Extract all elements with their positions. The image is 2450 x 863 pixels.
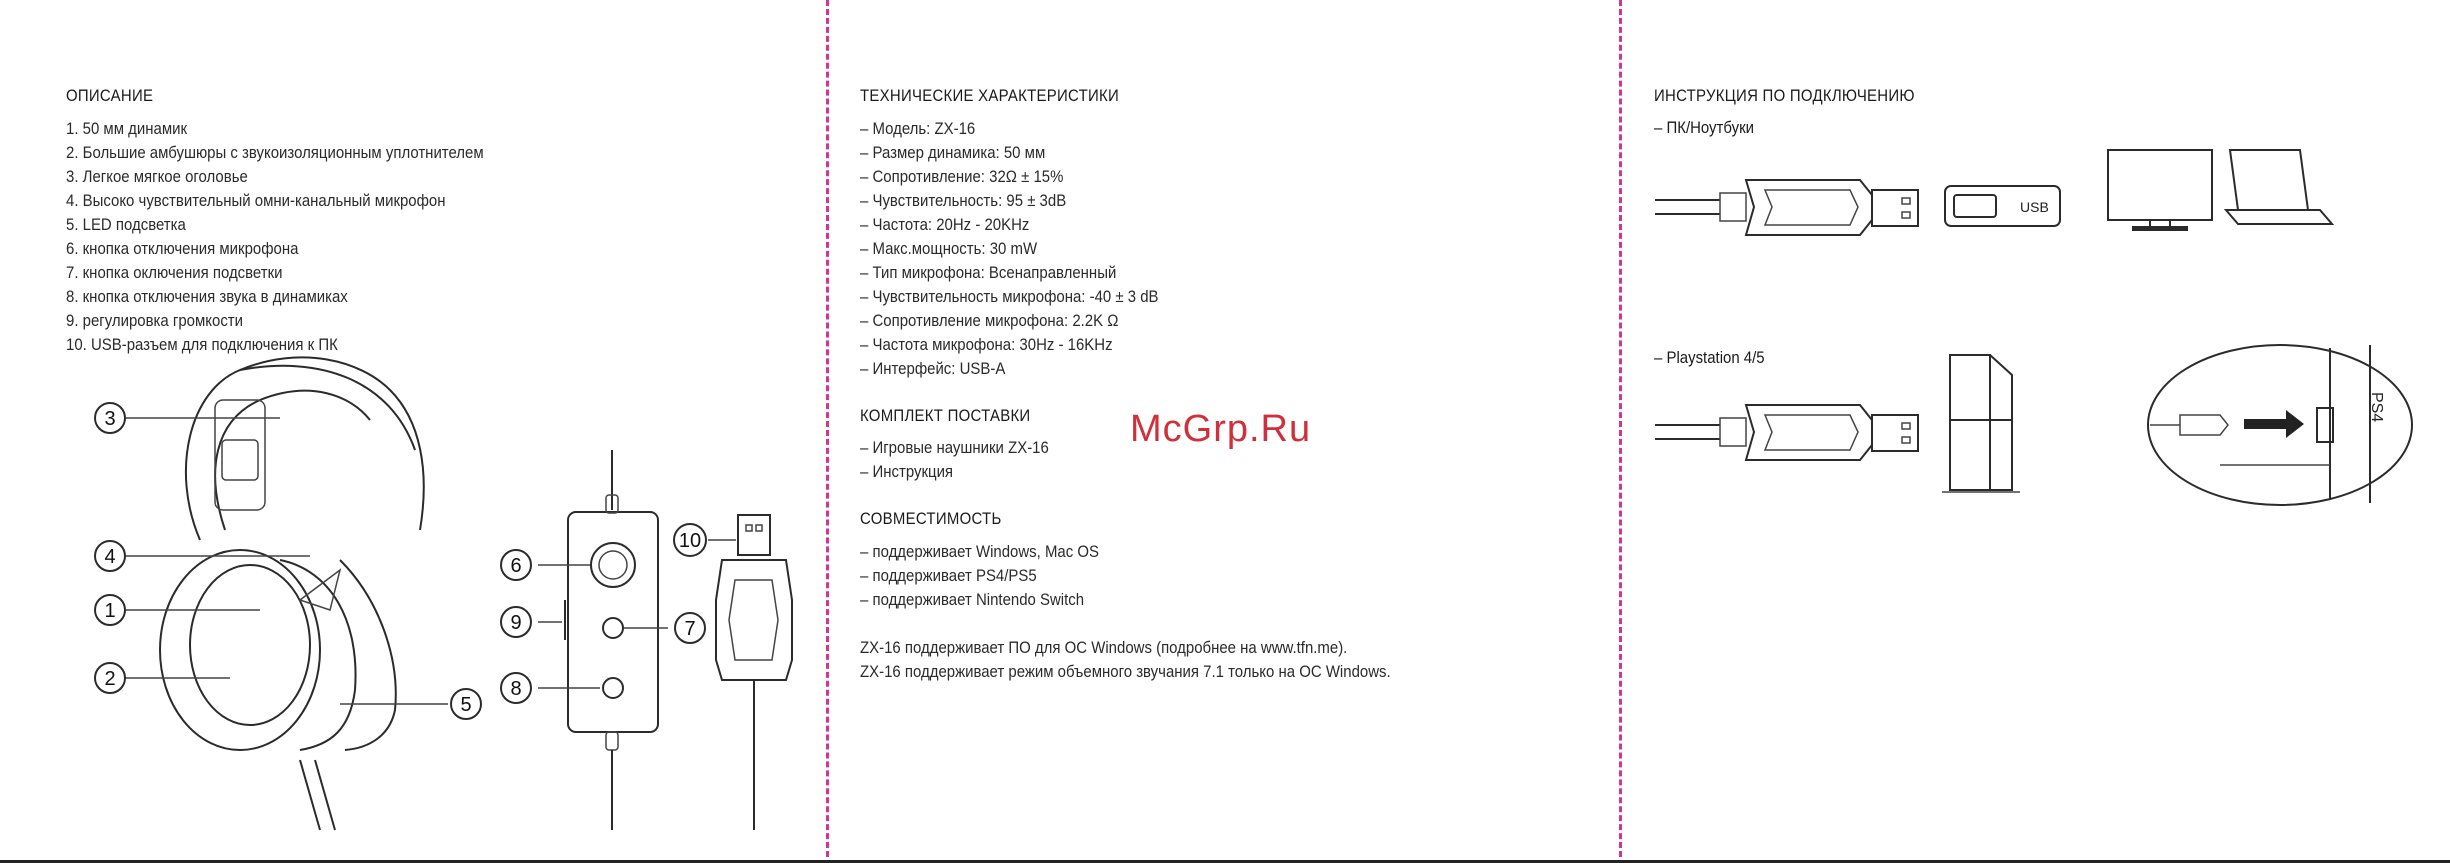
list-item: – поддерживает PS4/PS5 [860, 566, 1037, 585]
list-item: – Игровые наушники ZX-16 [860, 438, 1049, 457]
compat-list [860, 540, 1132, 612]
earcup-illustration [160, 550, 396, 830]
watermark: McGrp.Ru [1130, 408, 1312, 450]
svg-text:4: 4 [104, 546, 116, 568]
list-item: 3. Легкое мягкое оголовье [66, 167, 248, 186]
callout-2 [95, 663, 125, 693]
ps4-label: PS4 [2368, 392, 2385, 423]
callout-6 [501, 550, 531, 580]
laptop-icon [2226, 150, 2332, 224]
connection-diagram [1620, 0, 2450, 863]
inline-remote-illustration [565, 450, 658, 830]
svg-text:10: 10 [678, 530, 702, 552]
list-item: – Сопротивление: 32Ω ± 15% [860, 167, 1064, 186]
monitor-icon [2108, 150, 2212, 231]
description-heading: ОПИСАНИЕ [66, 86, 154, 105]
compat-heading: СОВМЕСТИМОСТЬ [860, 509, 1002, 528]
svg-text:3: 3 [104, 408, 116, 430]
list-item: – Интерфейс: USB-A [860, 359, 1006, 378]
list-item: – Тип микрофона: Всенаправленный [860, 263, 1117, 282]
list-item: 5. LED подсветка [66, 215, 186, 234]
list-item: – Модель: ZX-16 [860, 119, 976, 138]
headset-diagram [0, 0, 826, 863]
playstation-section-label: – Playstation 4/5 [1654, 348, 1765, 367]
compat-note-software: ZX-16 поддерживает ПО для ОС Windows (подробнее на www.tfn.me). [860, 638, 1348, 657]
fold-line-1 [826, 0, 829, 857]
list-item: 9. регулировка громкости [66, 311, 244, 330]
svg-text:6: 6 [510, 555, 522, 577]
specs-list [860, 117, 1199, 381]
connection-heading: ИНСТРУКЦИЯ ПО ПОДКЛЮЧЕНИЮ [1654, 86, 1915, 105]
headband-illustration [186, 357, 424, 540]
svg-text:8: 8 [510, 678, 522, 700]
callout-7 [675, 613, 705, 643]
list-item: 1. 50 мм динамик [66, 119, 188, 138]
svg-text:9: 9 [510, 612, 522, 634]
pc-usb-cable-illustration [1655, 180, 1918, 235]
callout-1 [95, 595, 125, 625]
package-list [860, 436, 1075, 484]
ps4-port-zoom-illustration [2148, 345, 2412, 505]
list-item: – поддерживает Windows, Mac OS [860, 542, 1100, 561]
svg-text:2: 2 [104, 668, 116, 690]
list-item: – Частота: 20Hz - 20KHz [860, 215, 1030, 234]
callout-5 [451, 689, 481, 719]
callout-3 [95, 403, 125, 433]
list-item: 10. USB-разъем для подключения к ПК [66, 335, 338, 354]
list-item: – Чувствительность микрофона: -40 ± 3 dB [860, 287, 1159, 306]
list-item: – Чувствительность: 95 ± 3dB [860, 191, 1067, 210]
ps4-console-icon [1942, 355, 2020, 492]
list-item: – поддерживает Nintendo Switch [860, 590, 1085, 609]
usb-port-illustration [1945, 186, 2060, 226]
list-item: – Сопротивление микрофона: 2.2K Ω [860, 311, 1119, 330]
callout-10 [674, 524, 706, 556]
usb-plug-illustration [716, 515, 792, 830]
list-item: 6. кнопка отключения микрофона [66, 239, 299, 258]
usb-port-label: USB [2020, 199, 2049, 215]
svg-text:1: 1 [104, 600, 116, 622]
list-item: – Макс.мощность: 30 mW [860, 239, 1038, 258]
list-item: 7. кнопка оключения подсветки [66, 263, 283, 282]
list-item: 2. Большие амбушюры с звукоизоляционным уплотнителем [66, 143, 484, 162]
pc-section-label: – ПК/Ноутбуки [1654, 118, 1755, 137]
list-item: – Частота микрофона: 30Hz - 16KHz [860, 335, 1113, 354]
compat-note-surround: ZX-16 поддерживает режим объемного звучания 7.1 только на ОС Windows. [860, 662, 1391, 681]
callout-4 [95, 541, 125, 571]
specs-heading: ТЕХНИЧЕСКИЕ ХАРАКТЕРИСТИКИ [860, 86, 1120, 105]
svg-text:7: 7 [684, 618, 696, 640]
list-item: 8. кнопка отключения звука в динамиках [66, 287, 348, 306]
list-item: – Размер динамика: 50 мм [860, 143, 1046, 162]
ps-usb-cable-illustration [1655, 405, 1918, 460]
svg-text:5: 5 [460, 694, 472, 716]
list-item: – Инструкция [860, 462, 954, 481]
list-item: 4. Высоко чувствительный омни-канальный микрофон [66, 191, 446, 210]
package-heading: КОМПЛЕКТ ПОСТАВКИ [860, 406, 1031, 425]
callout-8 [501, 673, 531, 703]
callout-9 [501, 607, 531, 637]
